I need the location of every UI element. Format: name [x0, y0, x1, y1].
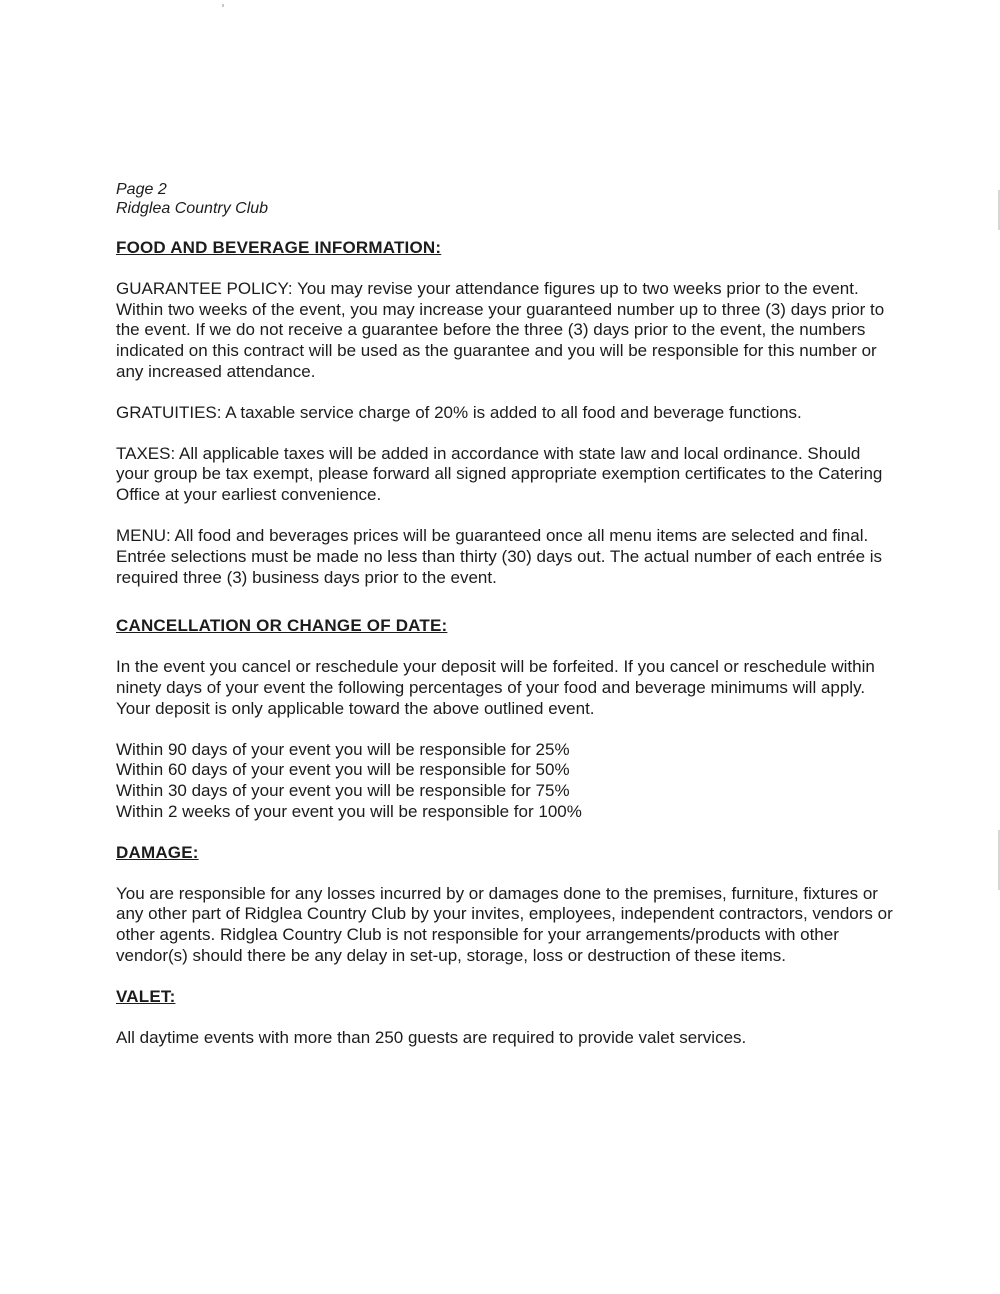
scan-speck [222, 4, 224, 7]
schedule-line: Within 90 days of your event you will be responsible for 25% [116, 739, 570, 759]
damage-heading: DAMAGE: [116, 842, 199, 862]
taxes-paragraph: TAXES: All applicable taxes will be added in accordance with state law and local ordinance. Should your group be tax exempt, please forward all signed appropriate exemption certificates to the Catering Office at your earliest convenience. [116, 443, 883, 505]
guarantee-policy-paragraph: GUARANTEE POLICY: You may revise your attendance figures up to two weeks prior to the event. Within two weeks of the event, you may increase your guaranteed number up to three (3) days prior to the event. If we do not receive a guarantee before the three (3) days prior to the event, the numbers indicated on this contract will be used as the guarantee and you will be responsible for this number or any increased attendance. [116, 278, 885, 381]
schedule-line: Within 60 days of your event you will be responsible for 50% [116, 760, 570, 780]
valet-paragraph: All daytime events with more than 250 guests are required to provide valet services. [116, 1027, 747, 1047]
food-beverage-heading: FOOD AND BEVERAGE INFORMATION: [116, 238, 442, 257]
damage-paragraph: You are responsible for any losses incurred by or damages done to the premises, furniture, fixtures or any other part of Ridglea Country Club by your invites, employees, independent contractors, vendors or other agents. Ridglea Country Club is not responsible for your arrangements/products with other vendor(s) should there be any delay in set-up, storage, loss or destruction of these items. [116, 883, 893, 965]
gratuities-paragraph: GRATUITIES: A taxable service charge of 20% is added to all food and beverage functions. [116, 402, 802, 422]
page-label: Page 2 [116, 181, 167, 198]
schedule-line: Within 2 weeks of your event you will be responsible for 100% [116, 801, 582, 821]
cancellation-schedule [116, 740, 896, 823]
cancellation-paragraph: In the event you cancel or reschedule your deposit will be forfeited. If you cancel or reschedule within ninety days of your event the following percentages of your food and beverage minimums will apply. Your deposit is only applicable toward the above outlined event. [116, 657, 875, 718]
valet-heading: VALET: [116, 986, 176, 1006]
cancellation-heading: CANCELLATION OR CHANGE OF DATE: [116, 616, 448, 636]
document-body [116, 180, 896, 1048]
menu-paragraph: MENU: All food and beverages prices will be guaranteed once all menu items are selected and final. Entrée selections must be made no less than thirty (30) days out. The actual number of each entrée is required three (3) business days prior to the event. [116, 525, 883, 587]
schedule-line: Within 30 days of your event you will be responsible for 75% [116, 781, 570, 801]
club-name: Ridglea Country Club [116, 200, 269, 217]
